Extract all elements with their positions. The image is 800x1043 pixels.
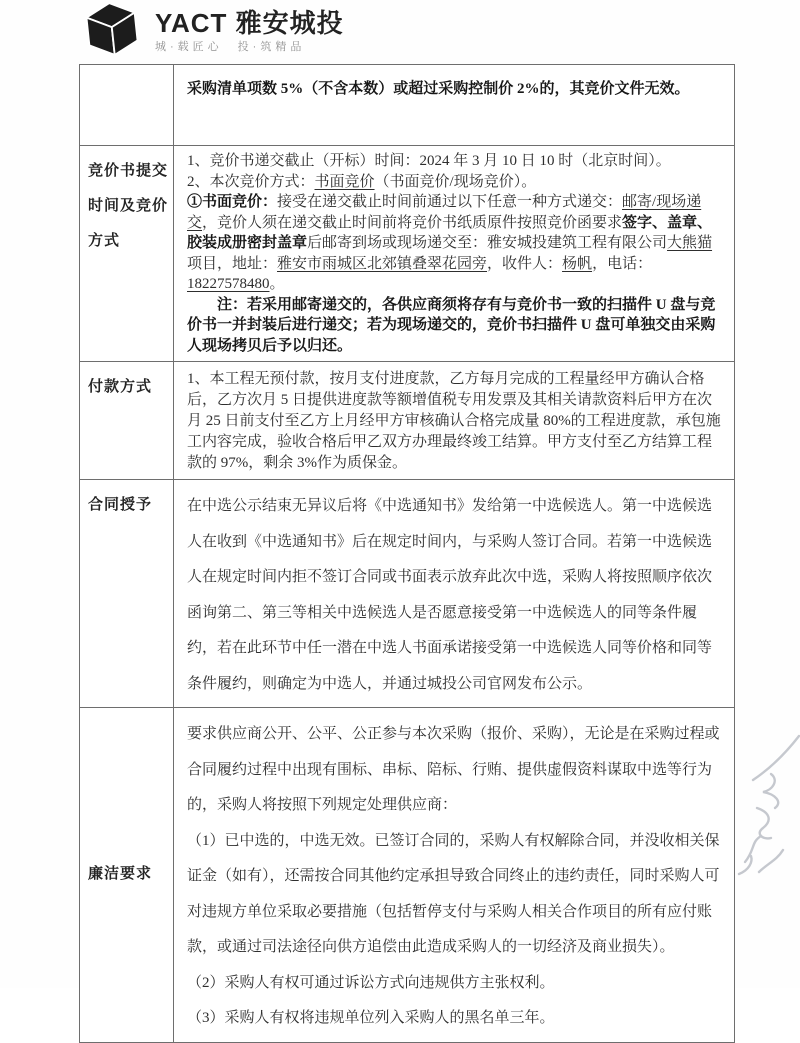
text-run: （2）采购人有权可通过诉讼方式向违规供方主张权利。 [187, 974, 555, 991]
text-run: ，电话： [592, 255, 653, 272]
cell-contract-award [174, 480, 734, 707]
text-run: 签字、盖章、胶装成册密封盖章 [187, 214, 713, 251]
logo-tagline: 城·载匠心 投·筑精品 [155, 41, 306, 53]
cell-invalid-bid-clause [174, 65, 734, 145]
table-row-payment-terms [80, 362, 734, 480]
cube-icon [81, 0, 142, 59]
cell-payment-terms [174, 362, 734, 479]
table-row-integrity-requirements [80, 708, 734, 1042]
text-run: 。 [269, 276, 285, 292]
text-run: ，收件人： [487, 255, 563, 272]
company-logo [84, 2, 344, 56]
text-run: 在中选公示结束无异议后将《中选通知书》发给第一中选候选人。第一中选候选人在收到《中选通知书》后在规定时间内，与采购人签订合同。若第一中选候选人在规定时间内拒不签订合同或书面表示放弃此次中选，采购人将按照顺序依次函询第二、第三等相关中选候选人是否愿意接受第一中选候选人的同等条件履约，若在此环节中任一潜在中选人书面承诺接受第一中选候选人同等价格和同等条件履约，则确定为中选人，并通过城投公司官网发布公示。 [187, 498, 713, 692]
row-header-submission-time-method: 竞价书提交时间及竞价方式 [80, 146, 174, 361]
table-row-contract-award [80, 480, 734, 708]
paragraph [187, 78, 722, 100]
handwritten-mark [733, 712, 800, 892]
text-run: 注：若采用邮寄递交的，各供应商须将存有与竞价书一致的扫描件 U 盘与竞价书一并封装后进行递交；若为现场递交的，竞价书扫描件 U 盘可单独交由采购人现场拷贝后予以归还。 [187, 296, 716, 354]
paragraph-note [187, 295, 722, 357]
text-run: （书面竞价/现场竞价）。 [374, 173, 537, 190]
text-run: 书面竞价 [314, 173, 375, 190]
text-run: ①书面竞价： [187, 194, 278, 210]
table-row-invalid-bid-clause [80, 65, 734, 146]
cell-integrity-requirements [174, 708, 734, 1042]
text-run: 2、本次竞价方式： [187, 173, 315, 190]
row-header-integrity-requirements: 廉洁要求 [80, 708, 174, 1042]
row-header-blank [80, 65, 174, 145]
text-run: 1、本工程无预付款，按月支付进度款，乙方每月完成的工程量经甲方确认合格后，乙方次月 5 日提供进度款等额增值税专用发票及其相关请款资料后甲方在次月 25 日前支付至乙方上月经甲方审核确认合格完成量 80%的工程进度款，承包施工内容完成，验收合格后甲乙双方办理最终竣工结算。甲方支付至乙方结算工程款的 97%，剩余 3%作为质保金。 [187, 371, 721, 471]
text-run: 雅安市雨城区北郊镇叠翠花园旁 [277, 255, 488, 272]
paragraph [187, 172, 722, 193]
text-run: 邮寄/现场递交 [187, 194, 702, 231]
text-run: ，竞价人须在递交截止时间前将竞价书纸质原件按照竞价函要求 [202, 214, 623, 231]
text-run: （3）采购人有权将违规单位列入采购人的黑名单三年。 [187, 1010, 555, 1026]
logo-text [155, 2, 344, 53]
paragraph [187, 824, 722, 966]
paragraph [187, 966, 722, 1002]
text-run: 项目，地址： [187, 255, 278, 272]
text-run: （1）已中选的，中选无效。已签订合同的，采购人有权解除合同，并没收相关保证金（如有），还需按合同其他约定承担导致合同终止的违约责任，同时采购人可对违规方单位采取必要措施（包括暂停支付与采购人相关合作项目的所有应付账款，或通过司法途径向供方追偿由此造成采购人的一切经济及商业损失）。 [187, 832, 720, 955]
procurement-terms-table [79, 64, 735, 1043]
row-header-payment-terms: 付款方式 [80, 362, 174, 479]
cell-submission-time-method [174, 146, 734, 361]
paragraph [187, 192, 722, 295]
text-run: 杨帆 [562, 255, 593, 272]
text-run: 接受在递交截止时间前通过以下任意一种方式递交： [277, 194, 623, 210]
row-header-contract-award: 合同授予 [80, 480, 174, 707]
text-run: 采购清单项数 5%（不含本数）或超过采购控制价 2%的，其竞价文件无效。 [187, 81, 690, 97]
text-run: 1、竞价书递交截止（开标）时间：2024 年 3 月 10 日 10 时（北京时间）。 [187, 153, 671, 169]
logo-title: YACT 雅安城投 [155, 8, 344, 38]
paragraph [187, 369, 722, 474]
text-run: 大熊猫 [667, 235, 713, 251]
text-run: 18227578480 [187, 276, 270, 292]
text-run: 要求供应商公开、公平、公正参与本次采购（报价、采购），无论是在采购过程或合同履约过程中出现有围标、串标、陪标、行贿、提供虚假资料谋取中选等行为的，采购人将按照下列规定处理供应商： [187, 726, 720, 813]
paragraph [187, 151, 722, 172]
table-row-submission-time-method [80, 146, 734, 362]
paragraph [187, 489, 722, 702]
text-run: 后邮寄到场或现场递交至：雅安城投建筑工程有限公司 [307, 235, 668, 251]
paragraph [187, 717, 722, 824]
paragraph [187, 1001, 722, 1037]
